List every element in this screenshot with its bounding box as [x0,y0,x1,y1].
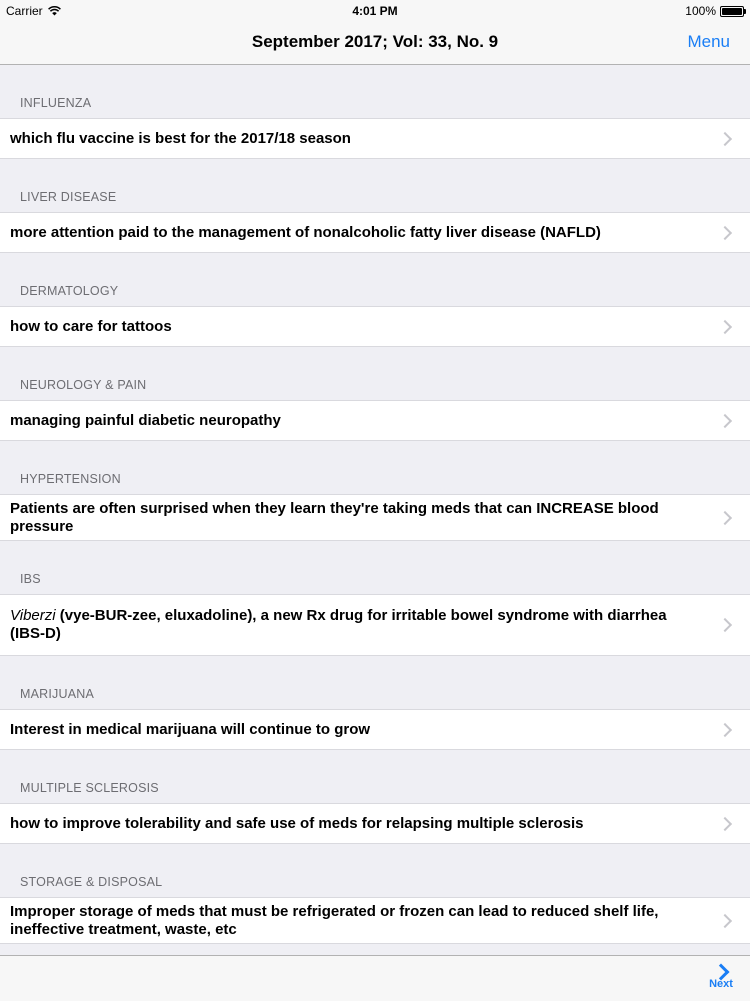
chevron-right-icon [718,413,732,427]
section-header-multiple-sclerosis: MULTIPLE SCLEROSIS [20,781,159,795]
list-item[interactable] [0,594,750,656]
chevron-right-icon [718,131,732,145]
list-item-title: which flu vaccine is best for the 2017/18 season [10,129,351,147]
list-item[interactable] [0,400,750,441]
carrier-label: Carrier [6,4,43,18]
chevron-right-icon [718,225,732,239]
status-bar [0,0,750,20]
status-time: 4:01 PM [352,4,398,18]
list-item-title [10,607,702,643]
next-label: Next [709,978,733,990]
page-title: September 2017; Vol: 33, No. 9 [251,32,499,51]
article-list[interactable] [0,65,750,955]
menu-button[interactable]: Menu [687,32,730,51]
section-header-storage-disposal: STORAGE & DISPOSAL [20,875,163,889]
list-item-title: managing painful diabetic neuropathy [10,411,281,429]
next-button[interactable] [706,964,736,990]
list-item[interactable] [0,212,750,253]
section-header-influenza: INFLUENZA [20,96,92,110]
list-item-description: (vye-BUR-zee, eluxadoline), a new Rx drug for irritable bowel syndrome with diarrhea (IBS-D) [10,607,667,642]
section-header-marijuana: MARIJUANA [20,687,95,701]
section-header-hypertension: HYPERTENSION [20,472,121,486]
section-header-liver-disease: LIVER DISEASE [20,190,117,204]
chevron-right-icon [718,510,732,524]
list-item[interactable] [0,494,750,541]
chevron-right-icon [718,816,732,830]
section-header-neurology-pain: NEUROLOGY & PAIN [20,378,147,392]
battery-percent: 100% [685,4,716,18]
navigation-bar [0,20,750,65]
chevron-right-icon [718,319,732,333]
list-item-title: Patients are often surprised when they learn they're taking meds that can INCREASE blood pressure [10,499,659,535]
list-item-title: how to improve tolerability and safe use of meds for relapsing multiple sclerosis [10,814,584,832]
list-item[interactable] [0,118,750,159]
battery-icon [720,6,744,17]
battery-group [685,4,744,18]
list-item[interactable] [0,897,750,944]
drug-name: Viberzi [10,607,56,624]
bottom-toolbar [0,955,750,1001]
section-header-dermatology: DERMATOLOGY [20,284,119,298]
chevron-right-icon [718,618,732,632]
list-item-title: how to care for tattoos [10,317,172,335]
section-header-ibs: IBS [20,572,41,586]
list-item-title: Improper storage of meds that must be refrigerated or frozen can lead to reduced shelf life, ineffective treatment, waste, etc [10,902,659,938]
list-item-title: more attention paid to the management of nonalcoholic fatty liver disease (NAFLD) [10,223,601,241]
list-item[interactable] [0,306,750,347]
chevron-right-icon [718,722,732,736]
list-item[interactable] [0,709,750,750]
list-item[interactable] [0,803,750,844]
list-item-title: Interest in medical marijuana will continue to grow [10,720,371,738]
chevron-right-icon [718,913,732,927]
